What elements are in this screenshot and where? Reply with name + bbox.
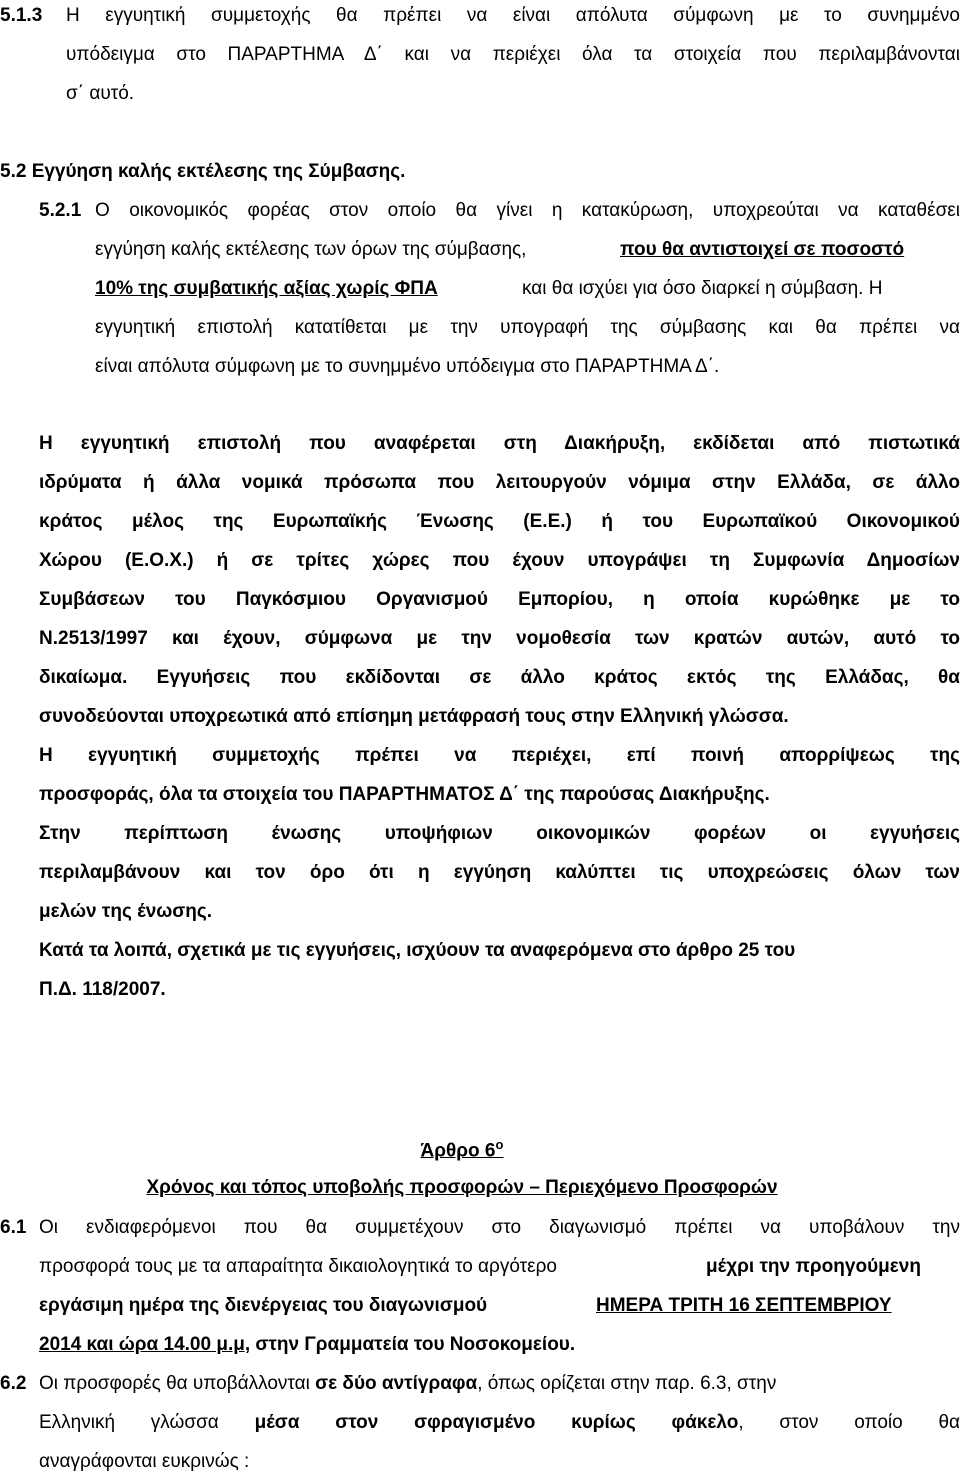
paragraph-line: υπόδειγμα στο ΠΑΡΑΡΤΗΜΑ Δ΄ και να περιέχει όλα τα στοιχεία που περιλαμβάνονται xyxy=(66,44,960,65)
bold-paragraph-line: Η εγγυητική συμμετοχής πρέπει να περιέχει, επί ποινή απορρίψεως της xyxy=(39,745,960,766)
bold-paragraph-line: μελών της ένωσης. xyxy=(39,901,213,922)
paragraph-line: Ο οικονομικός φορέας στον οποίο θα γίνει η κατακύρωση, υποχρεούται να καταθέσει xyxy=(95,200,960,221)
emphasis-percentage: που θα αντιστοιχεί σε ποσοστό xyxy=(620,239,905,260)
bold-paragraph-line: συνοδεύονται υποχρεωτικά από επίσημη μετάφρασή τους στην Ελληνική γλώσσα. xyxy=(39,706,789,727)
bold-paragraph-line: προσφοράς, όλα τα στοιχεία του ΠΑΡΑΡΤΗΜΑΤΟΣ Δ΄ της παρούσας Διακήρυξης. xyxy=(39,784,770,805)
paragraph-line xyxy=(39,1373,776,1395)
bold-paragraph-line: Κατά τα λοιπά, σχετικά με τις εγγυήσεις, ισχύουν τα αναφερόμενα στο άρθρο 25 του xyxy=(39,940,796,961)
bold-paragraph-line: Η εγγυητική επιστολή που αναφέρεται στη Διακήρυξη, εκδίδεται από πιστωτικά xyxy=(39,433,960,454)
bold-paragraph-line: Χώρου (Ε.Ο.Χ.) ή σε τρίτες χώρες που έχουν υπογράψει τη Συμφωνία Δημοσίων xyxy=(39,550,960,571)
paragraph-line: είναι απόλυτα σύμφωνη με το συνημμένο υπόδειγμα στο ΠΑΡΑΡΤΗΜΑ Δ΄. xyxy=(95,356,720,377)
emphasis-copies: σε δύο αντίγραφα xyxy=(315,1373,478,1394)
emphasis-deadline: μέχρι την προηγούμενη xyxy=(706,1256,921,1277)
section-number-6-2: 6.2 xyxy=(0,1373,27,1394)
emphasis-envelope: μέσα στον σφραγισμένο κυρίως φάκελο xyxy=(254,1412,739,1433)
paragraph-line: προσφορά τους με τα απαραίτητα δικαιολογητικά το αργότερο xyxy=(39,1256,557,1277)
bold-paragraph-line: δικαίωμα. Εγγυήσεις που εκδίδονται σε άλλο κράτος εκτός της Ελλάδας, θα xyxy=(39,667,960,688)
text: Ελληνική γλώσσα xyxy=(39,1412,219,1433)
section-number-5-1-3: 5.1.3 xyxy=(0,5,43,26)
paragraph-line: Η εγγυητική συμμετοχής θα πρέπει να είναι απόλυτα σύμφωνη με το συνημμένο xyxy=(66,5,960,26)
bold-paragraph-line: Στην περίπτωση ένωσης υποψήφιων οικονομικών φορέων οι εγγυήσεις xyxy=(39,823,960,844)
text: , στον οποίο θα xyxy=(738,1412,960,1433)
article-subtitle: Χρόνος και τόπος υποβολής προσφορών – Περιεχόμενο Προσφορών xyxy=(146,1177,778,1198)
emphasis-time xyxy=(39,1334,575,1356)
time-underlined: 2014 και ώρα 14.00 μ.μ, xyxy=(39,1334,251,1355)
article-title-text: Άρθρο 6 xyxy=(420,1140,496,1162)
emphasis-working-day: εργάσιμη ημέρα της διενέργειας του διαγωνισμού xyxy=(39,1295,488,1316)
article-title xyxy=(0,1134,924,1162)
bold-paragraph-line: ιδρύματα ή άλλα νομικά πρόσωπα που λειτουργούν νόμιμα στην Ελλάδα, σε άλλο xyxy=(39,472,960,493)
emphasis-vat: 10% της συμβατικής αξίας χωρίς ΦΠΑ xyxy=(95,278,438,299)
paragraph-line: Οι ενδιαφερόμενοι που θα συμμετέχουν στο διαγωνισμό πρέπει να υποβάλουν την xyxy=(39,1217,960,1238)
text: , όπως ορίζεται στην παρ. 6.3, στην xyxy=(477,1373,777,1394)
text: Οι προσφορές θα υποβάλλονται xyxy=(39,1373,310,1394)
location-text: στην Γραμματεία του Νοσοκομείου. xyxy=(250,1334,576,1355)
article-title-superscript: ο xyxy=(495,1137,504,1152)
bold-paragraph-line: κράτος μέλος της Ευρωπαϊκής Ένωσης (Ε.Ε.) ή του Ευρωπαϊκού Οικονομικού xyxy=(39,511,960,532)
section-number-6-1: 6.1 xyxy=(0,1217,27,1238)
paragraph-line: εγγυητική επιστολή κατατίθεται με την υπογραφή της σύμβασης και θα πρέπει να xyxy=(95,317,960,338)
paragraph-line: αναγράφονται ευκρινώς : xyxy=(39,1451,250,1472)
bold-paragraph-line: Συμβάσεων του Παγκόσμιου Οργανισμού Εμπορίου, η οποία κυρώθηκε με το xyxy=(39,589,960,610)
paragraph-line xyxy=(39,1412,960,1434)
section-number-5-2-1: 5.2.1 xyxy=(39,200,82,221)
bold-paragraph-line: Ν.2513/1997 και έχουν, σύμφωνα με την νομοθεσία των κρατών αυτών, αυτό το xyxy=(39,628,960,649)
paragraph-line: και θα ισχύει για όσο διαρκεί η σύμβαση. Η xyxy=(522,278,883,299)
paragraph-line: εγγύηση καλής εκτέλεσης των όρων της σύμβασης, xyxy=(95,239,527,260)
bold-paragraph-line: περιλαμβάνουν και τον όρο ότι η εγγύηση καλύπτει τις υποχρεώσεις όλων των xyxy=(39,862,960,883)
emphasis-date: ΗΜΕΡΑ ΤΡΙΤΗ 16 ΣΕΠΤΕΜΒΡΙΟΥ xyxy=(596,1295,892,1316)
bold-paragraph-line: Π.Δ. 118/2007. xyxy=(39,979,166,1000)
section-heading-5-2: 5.2 Εγγύηση καλής εκτέλεσης της Σύμβασης. xyxy=(0,161,406,182)
paragraph-line: σ΄ αυτό. xyxy=(66,83,135,104)
